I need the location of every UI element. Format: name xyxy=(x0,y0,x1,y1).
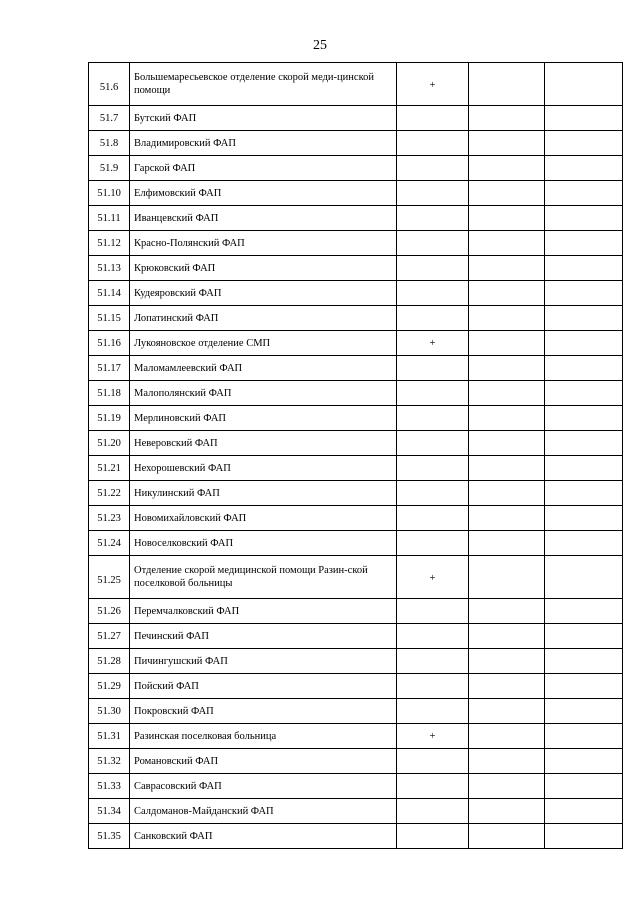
empty-cell xyxy=(545,281,623,306)
empty-cell xyxy=(545,206,623,231)
facility-name-cell: Иванцевский ФАП xyxy=(130,206,397,231)
row-number-cell: 51.21 xyxy=(89,456,130,481)
table-row xyxy=(89,406,623,431)
mark-cell xyxy=(397,206,469,231)
table-row xyxy=(89,231,623,256)
empty-cell xyxy=(545,674,623,699)
page-number: 25 xyxy=(313,38,327,53)
mark-cell xyxy=(397,624,469,649)
table-row xyxy=(89,456,623,481)
empty-cell xyxy=(545,231,623,256)
facility-name-cell: Маломамлеевский ФАП xyxy=(130,356,397,381)
empty-cell xyxy=(545,649,623,674)
table-row xyxy=(89,674,623,699)
empty-cell xyxy=(469,356,545,381)
row-number-cell: 51.7 xyxy=(89,106,130,131)
table-row xyxy=(89,181,623,206)
empty-cell xyxy=(469,331,545,356)
table-row xyxy=(89,206,623,231)
mark-cell xyxy=(397,106,469,131)
mark-cell xyxy=(397,456,469,481)
mark-cell xyxy=(397,156,469,181)
facility-name-cell: Елфимовский ФАП xyxy=(130,181,397,206)
row-number-cell: 51.27 xyxy=(89,624,130,649)
facilities-table xyxy=(88,62,623,849)
table-row xyxy=(89,106,623,131)
table-row xyxy=(89,556,623,599)
row-number-cell: 51.15 xyxy=(89,306,130,331)
table-row xyxy=(89,624,623,649)
row-number-cell: 51.28 xyxy=(89,649,130,674)
facility-name-cell: Владимировский ФАП xyxy=(130,131,397,156)
facility-name-cell: Покровский ФАП xyxy=(130,699,397,724)
facility-name-cell: Отделение скорой медицинской помощи Разин-ской поселковой больницы xyxy=(130,556,397,599)
empty-cell xyxy=(545,131,623,156)
empty-cell xyxy=(469,556,545,599)
empty-cell xyxy=(545,824,623,849)
mark-cell xyxy=(397,481,469,506)
row-number-cell: 51.6 xyxy=(89,63,130,106)
empty-cell xyxy=(545,106,623,131)
empty-cell xyxy=(545,306,623,331)
row-number-cell: 51.34 xyxy=(89,799,130,824)
facility-name-cell: Печинский ФАП xyxy=(130,624,397,649)
table-row xyxy=(89,531,623,556)
empty-cell xyxy=(469,131,545,156)
table-row xyxy=(89,649,623,674)
empty-cell xyxy=(545,331,623,356)
mark-cell xyxy=(397,531,469,556)
row-number-cell: 51.31 xyxy=(89,724,130,749)
empty-cell xyxy=(469,649,545,674)
empty-cell xyxy=(469,749,545,774)
mark-cell xyxy=(397,599,469,624)
mark-cell xyxy=(397,674,469,699)
row-number-cell: 51.8 xyxy=(89,131,130,156)
facility-name-cell: Салдоманов-Майданский ФАП xyxy=(130,799,397,824)
row-number-cell: 51.11 xyxy=(89,206,130,231)
empty-cell xyxy=(545,156,623,181)
table-row xyxy=(89,131,623,156)
empty-cell xyxy=(469,306,545,331)
facility-name-cell: Санковский ФАП xyxy=(130,824,397,849)
empty-cell xyxy=(469,456,545,481)
mark-cell xyxy=(397,799,469,824)
empty-cell xyxy=(469,724,545,749)
mark-cell xyxy=(397,506,469,531)
row-number-cell: 51.22 xyxy=(89,481,130,506)
mark-cell: + xyxy=(397,724,469,749)
table-row xyxy=(89,431,623,456)
table-row xyxy=(89,749,623,774)
empty-cell xyxy=(545,381,623,406)
table-row xyxy=(89,381,623,406)
empty-cell xyxy=(469,531,545,556)
empty-cell xyxy=(469,431,545,456)
empty-cell xyxy=(469,406,545,431)
facility-name-cell: Новомихайловский ФАП xyxy=(130,506,397,531)
empty-cell xyxy=(469,674,545,699)
empty-cell xyxy=(469,824,545,849)
mark-cell xyxy=(397,256,469,281)
empty-cell xyxy=(545,599,623,624)
mark-cell xyxy=(397,306,469,331)
empty-cell xyxy=(545,406,623,431)
mark-cell xyxy=(397,356,469,381)
empty-cell xyxy=(469,599,545,624)
row-number-cell: 51.19 xyxy=(89,406,130,431)
empty-cell xyxy=(545,63,623,106)
empty-cell xyxy=(545,456,623,481)
empty-cell xyxy=(469,181,545,206)
table-row xyxy=(89,306,623,331)
mark-cell xyxy=(397,381,469,406)
facility-name-cell: Большемаресьевское отделение скорой меди-цинской помощи xyxy=(130,63,397,106)
empty-cell xyxy=(545,749,623,774)
empty-cell xyxy=(545,506,623,531)
table-row xyxy=(89,699,623,724)
mark-cell xyxy=(397,699,469,724)
mark-cell: + xyxy=(397,556,469,599)
row-number-cell: 51.32 xyxy=(89,749,130,774)
empty-cell xyxy=(469,156,545,181)
row-number-cell: 51.16 xyxy=(89,331,130,356)
mark-cell xyxy=(397,231,469,256)
mark-cell xyxy=(397,824,469,849)
row-number-cell: 51.24 xyxy=(89,531,130,556)
facility-name-cell: Никулинский ФАП xyxy=(130,481,397,506)
empty-cell xyxy=(545,699,623,724)
empty-cell xyxy=(545,774,623,799)
empty-cell xyxy=(469,774,545,799)
row-number-cell: 51.18 xyxy=(89,381,130,406)
row-number-cell: 51.35 xyxy=(89,824,130,849)
table-body xyxy=(89,63,623,849)
empty-cell xyxy=(469,231,545,256)
table-row xyxy=(89,281,623,306)
empty-cell xyxy=(545,256,623,281)
table-row xyxy=(89,724,623,749)
table-row xyxy=(89,599,623,624)
mark-cell xyxy=(397,431,469,456)
facility-name-cell: Нехорошевский ФАП xyxy=(130,456,397,481)
facility-name-cell: Лукояновское отделение СМП xyxy=(130,331,397,356)
row-number-cell: 51.20 xyxy=(89,431,130,456)
row-number-cell: 51.13 xyxy=(89,256,130,281)
empty-cell xyxy=(469,206,545,231)
mark-cell xyxy=(397,131,469,156)
facility-name-cell: Мерлиновский ФАП xyxy=(130,406,397,431)
mark-cell: + xyxy=(397,63,469,106)
facility-name-cell: Пойский ФАП xyxy=(130,674,397,699)
empty-cell xyxy=(545,724,623,749)
facility-name-cell: Гарской ФАП xyxy=(130,156,397,181)
table-row xyxy=(89,824,623,849)
row-number-cell: 51.23 xyxy=(89,506,130,531)
table-row xyxy=(89,356,623,381)
mark-cell xyxy=(397,181,469,206)
empty-cell xyxy=(469,281,545,306)
row-number-cell: 51.26 xyxy=(89,599,130,624)
empty-cell xyxy=(469,106,545,131)
facility-name-cell: Кудеяровский ФАП xyxy=(130,281,397,306)
table-row xyxy=(89,63,623,106)
facility-name-cell: Бутский ФАП xyxy=(130,106,397,131)
row-number-cell: 51.14 xyxy=(89,281,130,306)
table-row xyxy=(89,331,623,356)
row-number-cell: 51.10 xyxy=(89,181,130,206)
empty-cell xyxy=(545,481,623,506)
mark-cell xyxy=(397,281,469,306)
empty-cell xyxy=(545,356,623,381)
row-number-cell: 51.9 xyxy=(89,156,130,181)
facility-name-cell: Крюковский ФАП xyxy=(130,256,397,281)
empty-cell xyxy=(545,531,623,556)
row-number-cell: 51.33 xyxy=(89,774,130,799)
facility-name-cell: Лопатинский ФАП xyxy=(130,306,397,331)
facility-name-cell: Неверовский ФАП xyxy=(130,431,397,456)
empty-cell xyxy=(469,699,545,724)
facility-name-cell: Романовский ФАП xyxy=(130,749,397,774)
empty-cell xyxy=(545,431,623,456)
empty-cell xyxy=(469,624,545,649)
empty-cell xyxy=(545,181,623,206)
empty-cell xyxy=(545,799,623,824)
mark-cell xyxy=(397,406,469,431)
mark-cell xyxy=(397,749,469,774)
facility-name-cell: Малополянский ФАП xyxy=(130,381,397,406)
facility-name-cell: Пичингушский ФАП xyxy=(130,649,397,674)
row-number-cell: 51.25 xyxy=(89,556,130,599)
mark-cell xyxy=(397,649,469,674)
empty-cell xyxy=(469,381,545,406)
empty-cell xyxy=(469,63,545,106)
empty-cell xyxy=(545,556,623,599)
facility-name-cell: Красно-Полянский ФАП xyxy=(130,231,397,256)
facility-name-cell: Разинская поселковая больница xyxy=(130,724,397,749)
table-row xyxy=(89,481,623,506)
row-number-cell: 51.12 xyxy=(89,231,130,256)
row-number-cell: 51.30 xyxy=(89,699,130,724)
row-number-cell: 51.17 xyxy=(89,356,130,381)
empty-cell xyxy=(545,624,623,649)
table-row xyxy=(89,774,623,799)
table-row xyxy=(89,156,623,181)
empty-cell xyxy=(469,506,545,531)
facility-name-cell: Перемчалковский ФАП xyxy=(130,599,397,624)
facility-name-cell: Саврасовский ФАП xyxy=(130,774,397,799)
row-number-cell: 51.29 xyxy=(89,674,130,699)
table-row xyxy=(89,799,623,824)
empty-cell xyxy=(469,256,545,281)
facility-name-cell: Новоселковский ФАП xyxy=(130,531,397,556)
table-row xyxy=(89,506,623,531)
table-row xyxy=(89,256,623,281)
empty-cell xyxy=(469,799,545,824)
empty-cell xyxy=(469,481,545,506)
mark-cell: + xyxy=(397,331,469,356)
mark-cell xyxy=(397,774,469,799)
